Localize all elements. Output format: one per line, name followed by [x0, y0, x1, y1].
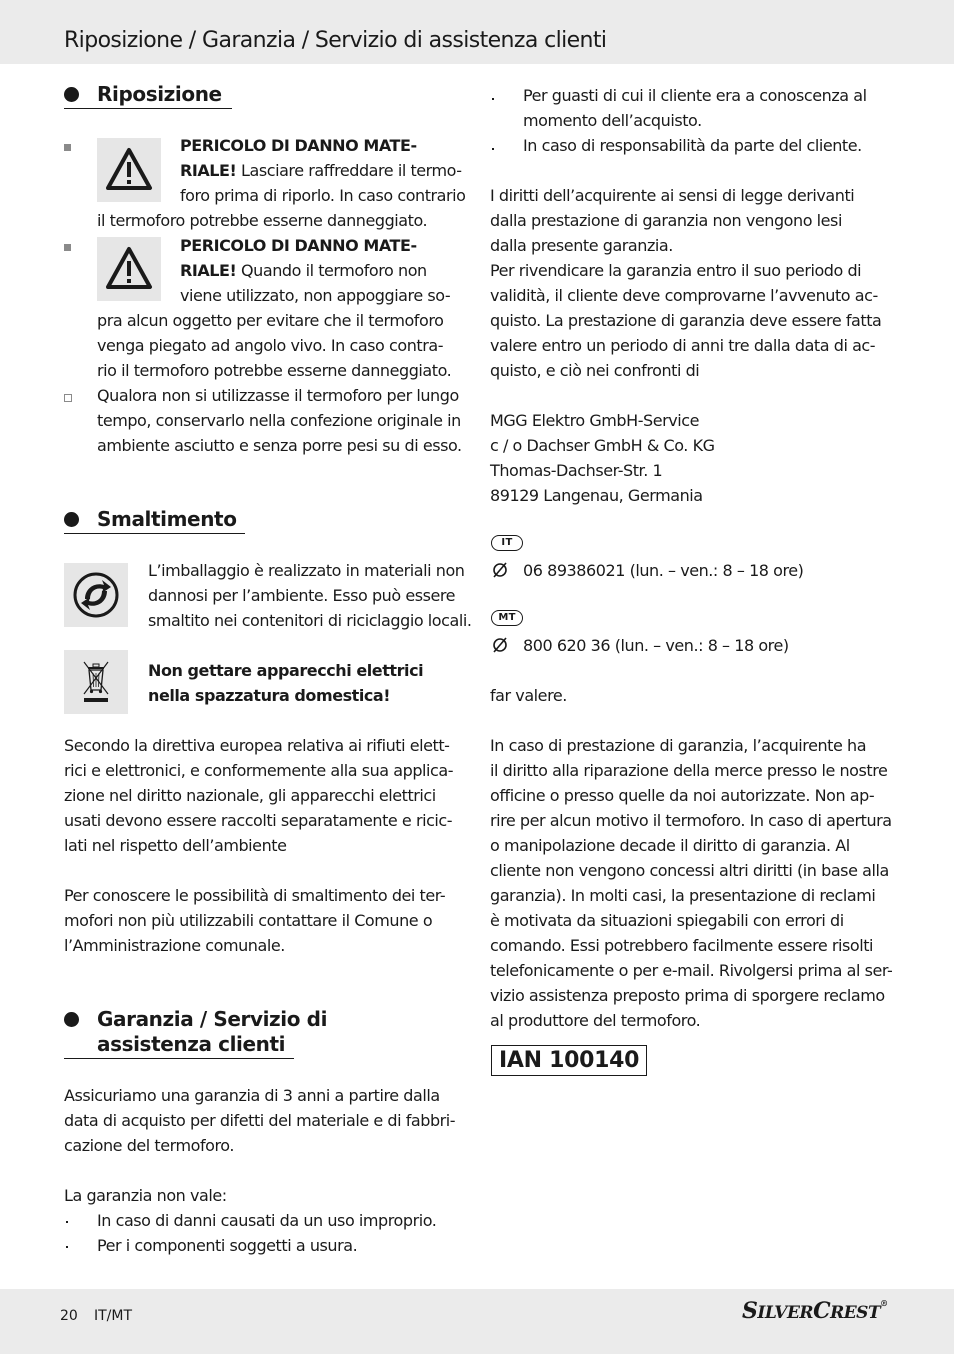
rights-para-line: quisto, e ciò nei confronti di — [490, 361, 700, 380]
warning2-line1: PERICOLO DI DANNO MATE- — [180, 236, 417, 255]
page-header — [0, 0, 954, 64]
warning-triangle-icon — [97, 237, 161, 301]
rights-para-line: quisto. La prestazione di garanzia deve essere fatta — [490, 311, 882, 330]
dot-bullet-icon — [66, 1221, 68, 1223]
warning2-line6: rio il termoforo potrebbe esserne danneggiato. — [97, 361, 452, 380]
warranty-exclusion-item: In caso di responsabilità da parte del cliente. — [523, 136, 862, 155]
packaging-line2: dannosi per l’ambiente. Esso può essere — [148, 586, 456, 605]
page-title: Riposizione / Garanzia / Servizio di assistenza clienti — [64, 28, 607, 53]
warning-triangle-icon — [97, 138, 161, 202]
rights-para-line: dalla presente garanzia. — [490, 236, 673, 255]
service-address-line: c / o Dachser GmbH & Co. KG — [490, 436, 715, 455]
service-para-line: cliente non vengono concessi altri diritti (in base alla — [490, 861, 889, 880]
warning1-line2: RIALE! Lasciare raffreddare il termo- — [180, 161, 462, 180]
rights-para-line: Per rivendicare la garanzia entro il suo periodo di — [490, 261, 862, 280]
warning1-line1: PERICOLO DI DANNO MATE- — [180, 136, 417, 155]
note-line1: Qualora non si utilizzasse il termoforo per lungo — [97, 386, 459, 405]
service-para-line: il diritto alla riparazione della merce presso le nostre — [490, 761, 888, 780]
disposal-para1-line: usati devono essere raccolti separatamente e ricic- — [64, 811, 453, 830]
service-address-line: MGG Elektro GmbH-Service — [490, 411, 700, 430]
warranty-exclusion-item: momento dell’acquisto. — [523, 111, 702, 130]
square-bullet-icon — [64, 244, 71, 251]
warning2-line4: pra alcun oggetto per evitare che il termoforo — [97, 311, 444, 330]
disposal-para1-line: rici e elettronici, e conformemente alla sua applica- — [64, 761, 454, 780]
heading-underline — [64, 108, 232, 109]
dot-bullet-icon — [492, 98, 494, 100]
disposal-para1-line: zione nel diritto nazionale, gli apparecchi elettrici — [64, 786, 436, 805]
service-para-line: garanzia). In molti casi, la presentazione di reclami — [490, 886, 876, 905]
recycling-green-dot-icon — [64, 563, 128, 627]
language-code: IT/MT — [94, 1308, 133, 1324]
hotline-phone-number: 800 620 36 (lun. – ven.: 8 – 18 ore) — [523, 636, 789, 655]
service-para-line: al produttore del termoforo. — [490, 1011, 701, 1030]
heading-bullet-icon — [64, 1012, 79, 1027]
hotline-phone-number: 06 89386021 (lun. – ven.: 8 – 18 ore) — [523, 561, 804, 580]
disposal-para1-line: Secondo la direttiva europea relativa ai rifiuti elett- — [64, 736, 450, 755]
warning2-line3: viene utilizzato, non appoggiare so- — [180, 286, 451, 305]
page-number: 20 — [60, 1308, 78, 1324]
service-para-line: o manipolazione decade il diritto di garanzia. Al — [490, 836, 850, 855]
heading-bullet-icon — [64, 87, 79, 102]
service-address-line: Thomas-Dachser-Str. 1 — [490, 461, 663, 480]
rights-para-line: valere entro un periodo di anni tre dalla data di ac- — [490, 336, 876, 355]
warranty-exclusion-item: Per i componenti soggetti a usura. — [97, 1236, 358, 1255]
service-para-line: è motivata da situazioni spiegabili con errori di — [490, 911, 844, 930]
heading-underline — [64, 1058, 294, 1059]
service-para-line: vizio assistenza preposto prima di sporgere reclamo — [490, 986, 885, 1005]
service-address-line: 89129 Langenau, Germania — [490, 486, 703, 505]
service-para-line: comando. Essi potrebbero facilmente essere risolti — [490, 936, 874, 955]
dot-bullet-icon — [492, 148, 494, 150]
rights-para-line: validità, il cliente deve comprovarne l’avvenuto ac- — [490, 286, 878, 305]
warranty-para1-line: data di acquisto per difetti del materiale e di fabbri- — [64, 1111, 456, 1130]
weee-warning-line1: Non gettare apparecchi elettrici — [148, 661, 424, 680]
country-badge-mt: MT — [491, 610, 523, 626]
note-line2: tempo, conservarlo nella confezione originale in — [97, 411, 461, 430]
weee-warning-line2: nella spazzatura domestica! — [148, 686, 391, 705]
warranty-not-valid: La garanzia non vale: — [64, 1186, 227, 1205]
disposal-para2-line: l’Amministrazione comunale. — [64, 936, 285, 955]
open-square-bullet-icon — [64, 394, 72, 402]
rights-para-line: I diritti dell’acquirente ai sensi di legge derivanti — [490, 186, 855, 205]
silvercrest-logo: SILVERCREST® — [742, 1298, 888, 1324]
ian-number-box: IAN 100140 — [491, 1045, 647, 1076]
warranty-para1-line: cazione del termoforo. — [64, 1136, 234, 1155]
square-bullet-icon — [64, 144, 71, 151]
disposal-para1-line: lati nel rispetto dell’ambiente — [64, 836, 287, 855]
disposal-para2-line: Per conoscere le possibilità di smaltimento dei ter- — [64, 886, 446, 905]
warranty-exclusion-item: Per guasti di cui il cliente era a conoscenza al — [523, 86, 867, 105]
packaging-line1: L’imballaggio è realizzato in materiali non — [148, 561, 465, 580]
service-para-line: In caso di prestazione di garanzia, l’acquirente ha — [490, 736, 867, 755]
far-valere-text: far valere. — [490, 686, 567, 705]
warning1-line3: foro prima di riporlo. In caso contrario — [180, 186, 466, 205]
dot-bullet-icon — [66, 1246, 68, 1248]
disposal-para2-line: mofori non più utilizzabili contattare il Comune o — [64, 911, 433, 930]
phone-icon — [491, 636, 509, 658]
warranty-para1-line: Assicuriamo una garanzia di 3 anni a partire dalla — [64, 1086, 440, 1105]
heading-underline — [64, 533, 245, 534]
note-line3: ambiente asciutto e senza porre pesi su di esso. — [97, 436, 462, 455]
crossed-bin-icon — [64, 650, 128, 714]
heading-bullet-icon — [64, 512, 79, 527]
service-para-line: officine o presso quelle da noi autorizzate. Non ap- — [490, 786, 875, 805]
rights-para-line: dalla prestazione di garanzia non vengono lesi — [490, 211, 842, 230]
warning1-line4: il termoforo potrebbe esserne danneggiato. — [97, 211, 428, 230]
phone-icon — [491, 561, 509, 583]
warranty-exclusion-item: In caso di danni causati da un uso improprio. — [97, 1211, 437, 1230]
warning2-line2: RIALE! Quando il termoforo non — [180, 261, 427, 280]
packaging-line3: smaltito nei contenitori di riciclaggio locali. — [148, 611, 472, 630]
service-para-line: rire per alcun motivo il termoforo. In caso di apertura — [490, 811, 892, 830]
service-para-line: telefonicamente o per e-mail. Rivolgersi prima al ser- — [490, 961, 893, 980]
country-badge-it: IT — [491, 535, 523, 551]
warning2-line5: venga piegato ad angolo vivo. In caso contra- — [97, 336, 444, 355]
